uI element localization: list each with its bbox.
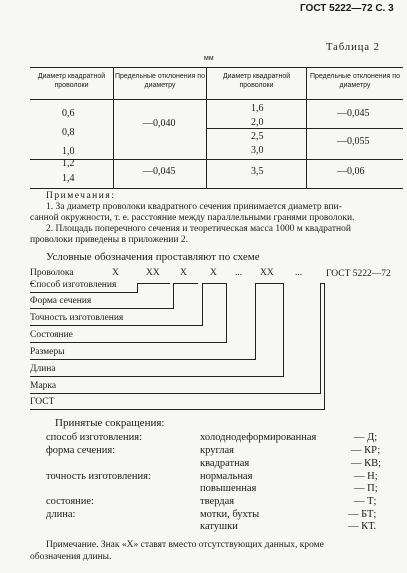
abbr-name: квадратная bbox=[200, 458, 250, 469]
table-cell: 1,0 bbox=[62, 146, 75, 157]
table-cell: —0,06 bbox=[337, 166, 365, 177]
abbr-group-label: состояние: bbox=[46, 496, 94, 507]
table-cell: 2,0 bbox=[251, 117, 264, 128]
notes-heading: Примечания: bbox=[46, 191, 116, 201]
table-cell: 3,0 bbox=[251, 145, 264, 156]
abbr-group-label: длина: bbox=[46, 509, 76, 520]
abbr-code: — Д; bbox=[354, 432, 378, 443]
abbr-name: нормальная bbox=[200, 471, 253, 482]
schema-label: Марка bbox=[30, 381, 57, 391]
column-header: Диаметр квадратной проволоки bbox=[222, 73, 291, 89]
schema-token: ... bbox=[235, 268, 243, 278]
abbr-name: повышенная bbox=[200, 483, 257, 494]
column-header: Предельные отклонения по диаметру bbox=[310, 73, 400, 89]
schema-token: Х bbox=[210, 268, 217, 278]
schema-label: ГОСТ bbox=[30, 397, 55, 407]
abbr-name: катушки bbox=[200, 521, 238, 532]
abbr-code: — Т; bbox=[354, 496, 377, 507]
abbr-code: — П; bbox=[354, 483, 378, 494]
schema-label: Размеры bbox=[30, 347, 65, 357]
schema-title: Условные обозначения проставляют по схеме bbox=[46, 251, 260, 263]
note-text: 2. Площадь поперечного сечения и теоретическая масса 1000 м квадратной bbox=[46, 224, 351, 234]
column-header: Диаметр квадратной проволоки bbox=[37, 73, 106, 89]
schema-label: Состояние bbox=[30, 330, 73, 340]
table-cell: —0,045 bbox=[143, 166, 176, 177]
abbreviations-title: Принятые сокращения: bbox=[55, 417, 165, 429]
footnote-text: Примечание. Знак «Х» ставят вместо отсутствующих данных, кроме bbox=[46, 540, 324, 550]
abbr-code: — КВ; bbox=[351, 458, 382, 469]
table-cell: 0,8 bbox=[62, 127, 75, 138]
schema-label: Точность изготовления bbox=[30, 313, 124, 323]
table-cell: —0,045 bbox=[337, 108, 370, 119]
abbr-name: холоднодеформированная bbox=[200, 432, 317, 443]
table-cell: 1,6 bbox=[251, 103, 264, 114]
table-cell: —0,055 bbox=[337, 136, 370, 147]
schema-token: Х bbox=[112, 268, 119, 278]
abbr-name: твердая bbox=[200, 496, 235, 507]
column-header: Предельные отклонения по диаметру bbox=[115, 73, 205, 89]
table-cell: 1,2 bbox=[62, 158, 75, 169]
abbr-code: — КТ. bbox=[348, 521, 377, 532]
table-caption: Таблица 2 bbox=[326, 42, 380, 53]
unit-label: мм bbox=[204, 55, 214, 62]
abbr-group-label: форма сечения: bbox=[46, 445, 116, 456]
schema-standard: ГОСТ 5222—72 bbox=[326, 269, 391, 279]
schema-token: ... bbox=[295, 268, 303, 278]
schema-label: Форма сечения bbox=[30, 296, 92, 306]
table-cell: 2,5 bbox=[251, 131, 264, 142]
abbr-code: — Н; bbox=[354, 471, 378, 482]
table-cell: —0,040 bbox=[143, 118, 176, 129]
abbr-name: мотки, бухты bbox=[200, 509, 260, 520]
schema-token: ХХ bbox=[146, 268, 160, 278]
note-text: санной окружности, т. е. расстояние между параллельными гранями проволоки. bbox=[30, 213, 355, 223]
schema-first-label: Проволока bbox=[30, 268, 74, 278]
table-cell: 0,6 bbox=[62, 108, 75, 119]
table-cell: 1,4 bbox=[62, 173, 75, 184]
schema-label: Длина bbox=[30, 364, 56, 374]
table-cell: 3,5 bbox=[251, 166, 264, 177]
abbr-group-label: точность изготовления: bbox=[46, 471, 151, 482]
footnote-text: обозначения длины. bbox=[30, 552, 112, 562]
schema-token: Х bbox=[180, 268, 187, 278]
note-text: 1. За диаметр проволоки квадратного сечения принимается диаметр впи- bbox=[46, 202, 342, 212]
abbr-name: круглая bbox=[200, 445, 234, 456]
schema-label: Способ изготовления bbox=[30, 280, 117, 290]
abbr-code: — КР; bbox=[351, 445, 381, 456]
page-header: ГОСТ 5222—72 С. 3 bbox=[300, 3, 394, 14]
schema-token: ХХ bbox=[260, 268, 274, 278]
abbr-group-label: способ изготовления: bbox=[46, 432, 142, 443]
abbr-code: — БТ; bbox=[348, 509, 377, 520]
note-text: проволоки приведены в приложении 2. bbox=[30, 235, 188, 245]
